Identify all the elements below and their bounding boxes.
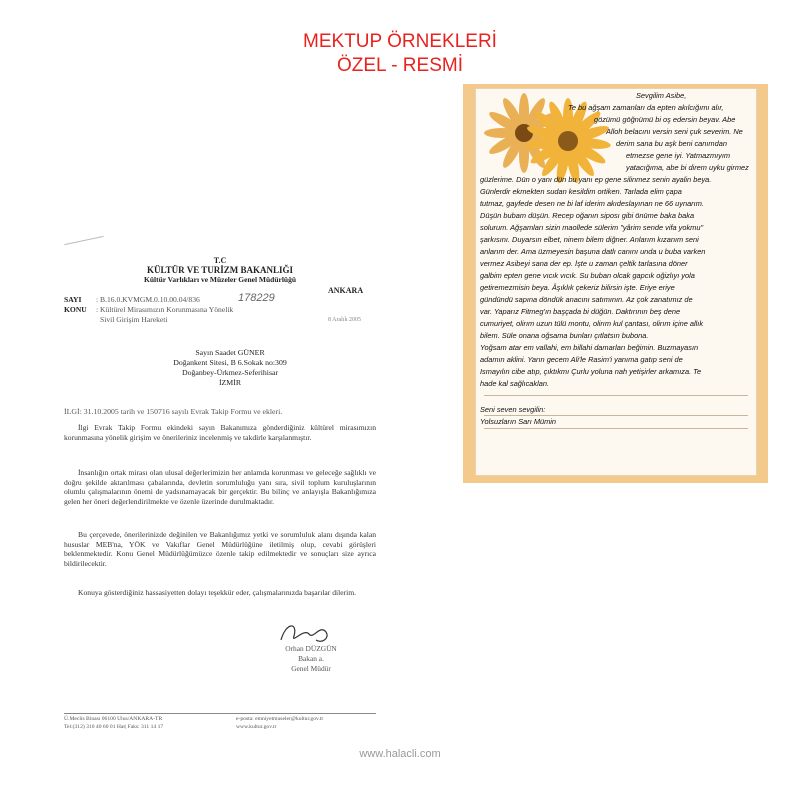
letter-line: Alloh belacını versin seni çuk severim. Ne (606, 127, 743, 136)
paragraph-3: Bu çerçevede, önerilerinizde değinilen ve Bakanlığımız yetki ve sorumluluk alanı dışında kalan hususlar MEB'na, YÖK ve Vakıflar Genel Müdürlüğüne iletilmiş olup, cevabi görüşleri beklenmektedir. Konu Genel Müdürlüğümüzce özenle takip edilmektedir ve sonuçları size ayrıca bildirilecektir. (64, 530, 376, 568)
signer-role: Bakan a. (298, 654, 324, 663)
letter-line: vermez Asibeyi sana der ep. İşte u zaman çeltik tarlasına döner (480, 259, 688, 268)
konu-value: : Kültürel Mirasımızın Korunmasına Yönelik (96, 305, 234, 314)
scan-mark (64, 236, 103, 245)
address-left: Ü.Meclis Binası 06100 Ulus/ANKARA-TR (64, 716, 163, 722)
page-title-line-1: MEKTUP ÖRNEKLERİ (303, 31, 497, 52)
letter-paper (475, 88, 757, 476)
official-letter (40, 230, 400, 740)
letter-line: Sevgilim Asibe, (636, 91, 687, 100)
city-label: ANKARA (328, 286, 364, 295)
letter-line: gözümü göğnümü bi oş edersin beyav. Abe (594, 115, 736, 124)
letter-line: adamın aklini. Yarın gecem Ali'le Rasim'i yanıma gatıp seni de (480, 355, 683, 364)
address-left-2: Tel:(312) 310 40 60 01 Hat| Faks: 311 14 17 (64, 724, 164, 730)
directorate-name: Kültür Varlıkları ve Müzeler Genel Müdürlüğü (143, 275, 297, 284)
personal-letter (463, 84, 768, 483)
footer-divider (64, 713, 376, 714)
letter-line: galbim epten gene vıcık vıcık. Su buban olcak gapcık oğizlıyı yola (480, 271, 695, 280)
letter-line: getiremezmisin beya. Âşıklık çekeriz bilirsin işte. Eriye eriye (480, 283, 675, 292)
ruled-line (484, 415, 748, 416)
site-footer: www.halacli.com (359, 748, 441, 760)
paragraph-1: İlgi Evrak Takip Formu ekindeki sayın Bakanımıza gönderdiğiniz kültürel mirasımızın korunmasına yönelik girişim ve önerileriniz incelenmiş ve takdirle karşılanmıştır. (64, 423, 376, 442)
letter-line: Günlerdir ekmekten sudan kesildim ortiken. Tarlada elim çapa (480, 187, 682, 196)
page-title-line-2: ÖZEL - RESMİ (337, 55, 463, 76)
letter-line: Ismayılın cibe atıp, çıktıkmı Çurlu yoluna nah yetişirler arkamıza. Te (480, 367, 702, 376)
paragraph-2: İnsanlığın ortak mirası olan ulusal değerlerimizin her anlamda korunması ve geleceğe sağlıklı ve doğru şekilde aktarılması çabalarında, devletin sorumluluğu yanı sıra, sivil toplum kuruluşlarının olumlu çalışmalarının önemi de yadsınamayacak bir gerçektir. Bu bilinç ve anlayışla Bakanlığımıza gelen her öneri değerlendirilmekte ve özenle üzerinde durulmaktadır. (64, 468, 376, 506)
letter-line: yatacığıma, abe bi direm uyku girmez (626, 163, 749, 172)
letter-line: Te bu ağşam zamanları da epten akılcığımı alır, (568, 103, 724, 112)
ruled-line (484, 428, 748, 429)
sayi-label: SAYI (64, 295, 82, 304)
ruled-line (484, 395, 748, 396)
recipient-name: Sayın Saadet GÜNER (195, 348, 265, 357)
recipient-city: İZMİR (218, 378, 242, 387)
letter-line: cumuriyet, olirım uzun tülü montu, olirım kul çantası, olirım içine allık (480, 319, 704, 328)
letter-line: hade kal sağlıcaklan. (480, 379, 550, 388)
sayi-handwritten: 178229 (238, 292, 275, 304)
letter-line: şarkısını. Duyarsın elbet, ninem bilem diğner. Anlarım kızanım seni (480, 235, 699, 244)
letter-line: var. Yaparız Fitmeg'ın başçada bi düğün. Daktırının beş dene (480, 307, 681, 316)
sayi-value: : B.16.0.KVMGM.0.10.00.04/836 (96, 295, 200, 304)
letter-line: anlarım der. Ama üzmeyesin başuna datlı canını unda u buba varken (480, 247, 706, 256)
closing-line: Seni seven sevgilin: (480, 405, 546, 414)
letter-line: derim sana bu aşk beni canımdan (616, 139, 727, 148)
signer-title: Genel Müdür (291, 664, 331, 673)
ministry-name: KÜLTÜR VE TURİZM BAKANLIĞI (146, 265, 294, 275)
letter-line: Düşün bubam düşün. Recep oğanın siposı gibi önüme baka baka (480, 211, 695, 220)
signature-line: Yolsuzların Sarı Mümin (480, 417, 556, 426)
letter-line: solurum. Ağşamları sizin maollede sülerim "yârim sende vifa yokmu" (480, 223, 704, 232)
address-right-2: www.kultur.gov.tr (236, 724, 277, 730)
konu-label: KONU (64, 305, 87, 314)
date-stamp: 8 Aralık 2005 (328, 317, 361, 323)
paragraph-4: Konuya gösterdiğiniz hassasiyetten dolayı teşekkür eder, çalışmalarınızda başarılar dilerim. (78, 588, 357, 597)
recipient-address: Doğankent Sitesi, B 6.Sokak no:309 (173, 358, 287, 367)
konu-value-2: Sivil Girişim Hareketi (100, 315, 168, 324)
letter-line: güzlerime. Dün o yanı dün bu yanı ep gene silinmez senin ayalin beya. (480, 175, 712, 184)
address-right: e-posta: emniyetmuseler@kultur.gov.tr (236, 716, 324, 722)
letter-line: bilem. Süle onana oğsama bunları çıtlatsın bubona. (480, 331, 649, 340)
ilgi-line: İLGİ: 31.10.2005 tarih ve 150716 sayılı Evrak Takip Formu ve ekleri. (64, 407, 283, 416)
recipient-district: Doğanbey-Ürkmez-Seferihisar (181, 368, 279, 377)
tc-label: T.C (213, 256, 227, 265)
letter-line: Yoğsam atar em vallahi, em billahi damarları beğimin. Buzmayasın (480, 343, 699, 352)
letter-line: tutmaz, gayfede desen ne bi laf iderim akıdeslayınan ne 66 uynarım. (480, 199, 704, 208)
signer-name: Orhan DÜZGÜN (285, 644, 337, 653)
letter-line: etmezse gene iyi. Yatmazmıyım (626, 151, 731, 160)
letter-line: gündündü sapına döndük anacını satımının. Az çok zanatımız de (480, 295, 693, 304)
